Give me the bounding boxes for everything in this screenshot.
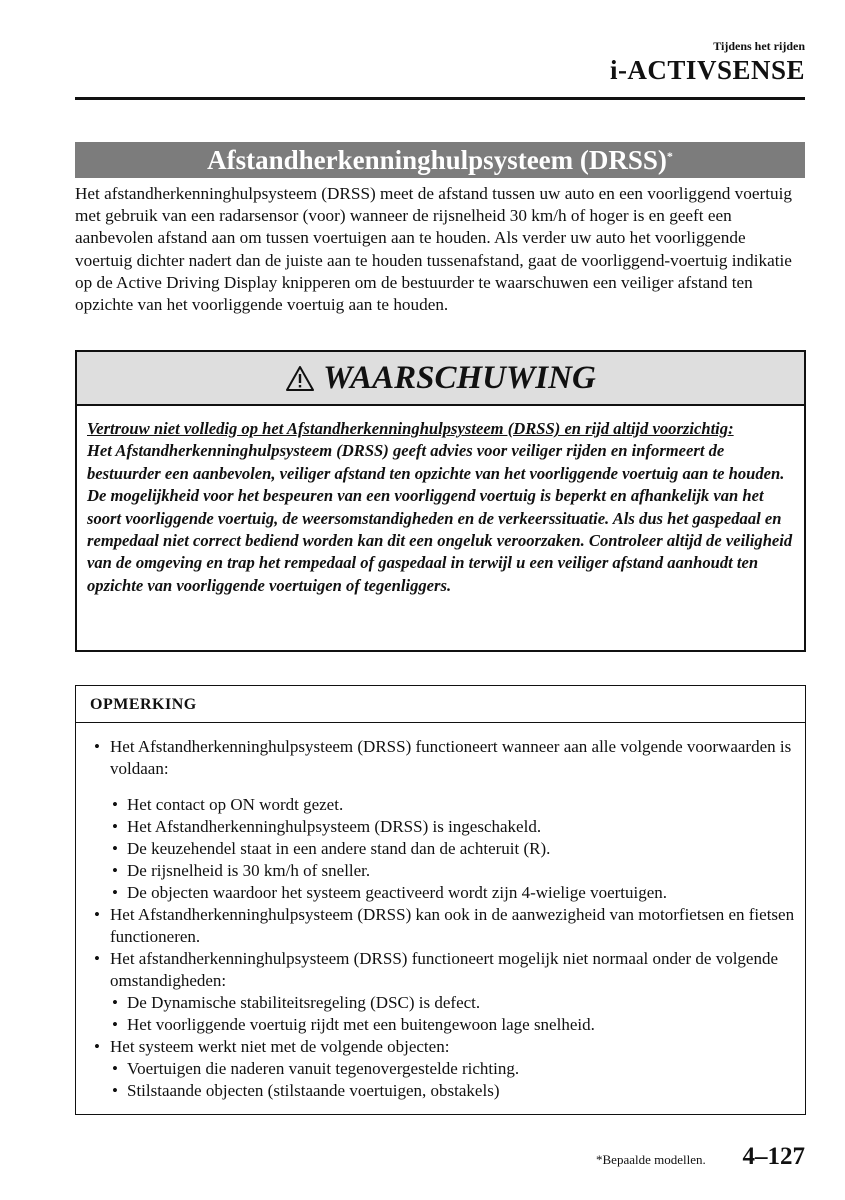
note-item-text: Het afstandherkenninghulpsysteem (DRSS) functioneert mogelijk niet normaal onder de volgende omstandigheden: [110, 949, 779, 990]
chapter-title: Tijdens het rijden [713, 39, 805, 53]
note-subitem-text: Het voorliggende voertuig rijdt met een buitengewoon lage snelheid. [127, 1015, 595, 1034]
note-item [90, 736, 795, 904]
page-header [610, 38, 805, 86]
topic-heading-marker: * [666, 149, 673, 163]
bullet: • [94, 737, 100, 756]
note-subitem [110, 1014, 795, 1036]
bullet: • [112, 1081, 118, 1100]
note-item [90, 1036, 795, 1102]
section-title: i-ACTIVSENSE [609, 55, 805, 85]
warning-header [77, 352, 804, 406]
note-item-text: Het systeem werkt niet met de volgende objecten: [110, 1037, 450, 1056]
note-subitem [110, 838, 795, 860]
warning-lead: Vertrouw niet volledig op het Afstandherkenninghulpsysteem (DRSS) en rijd altijd voorzichtig: [87, 419, 734, 438]
note-item-text: Het Afstandherkenninghulpsysteem (DRSS) kan ook in de aanwezigheid van motorfietsen en fietsen functioneren. [110, 905, 795, 946]
note-subitem [110, 794, 795, 816]
warning-box [75, 350, 806, 652]
note-item [90, 904, 795, 948]
intro-paragraph: Het afstandherkenninghulpsysteem (DRSS) meet de afstand tussen uw auto en een voorliggend voertuig met gebruik van een radarsensor (voor) wanneer de rijsnelheid 30 km/h of hoger is en geeft een aanbevolen afstand aan om tussen voertuigen aan te houden. Als verder uw auto het voorliggende voertuig dichter nadert dan de juiste aan te houden tussenafstand, gaat de voorliggend-voertuig indikatie op de Active Driving Display knipperen om de bestuurder te waarschuwen een veiliger afstand ten opzichte van het voorliggende voertuig aan te houden. [75, 184, 792, 315]
page-number: 4–127 [742, 1143, 805, 1170]
bullet: • [94, 1037, 100, 1056]
note-sublist [110, 794, 795, 904]
note-item-text: Het Afstandherkenninghulpsysteem (DRSS) functioneert wanneer aan alle volgende voorwaarden is voldaan: [110, 737, 792, 778]
warning-body [77, 406, 804, 597]
note-box [75, 685, 806, 1115]
bullet: • [112, 1059, 118, 1078]
note-subitem-text: De Dynamische stabiliteitsregeling (DSC) is defect. [127, 993, 481, 1012]
note-subitem [110, 1080, 795, 1102]
bullet: • [112, 861, 118, 880]
note-subitem-text: De rijsnelheid is 30 km/h of sneller. [127, 861, 371, 880]
bullet: • [112, 795, 118, 814]
note-subitem [110, 816, 795, 838]
note-subitem-text: De objecten waardoor het systeem geactiveerd wordt zijn 4-wielige voertuigen. [127, 883, 668, 902]
note-subitem-text: De keuzehendel staat in een andere stand dan de achteruit (R). [127, 839, 551, 858]
bullet: • [112, 883, 118, 902]
note-sublist [110, 992, 795, 1036]
bullet: • [94, 905, 100, 924]
warning-triangle-icon [285, 365, 315, 392]
bullet: • [112, 817, 118, 836]
footnote: *Bepaalde modellen. [596, 1152, 706, 1167]
note-body [90, 736, 795, 1102]
note-subitem [110, 882, 795, 904]
note-subitem-text: Het Afstandherkenninghulpsysteem (DRSS) is ingeschakeld. [127, 817, 542, 836]
topic-heading [75, 142, 805, 178]
note-subitem-text: Het contact op ON wordt gezet. [127, 795, 344, 814]
note-subitem-text: Stilstaande objecten (stilstaande voertuigen, obstakels) [127, 1081, 500, 1100]
warning-title: WAARSCHUWING [323, 360, 596, 396]
header-divider [75, 97, 805, 100]
warning-text: Het Afstandherkenninghulpsysteem (DRSS) geeft advies voor veiliger rijden en informeert de bestuurder een aanbevolen, veiliger afstand ten opzichte van het voorliggende voertuig aan te houden. De mogelijkheid voor het bespeuren van een voorliggend voertuig is beperkt en afhankelijk van het soort voorliggende voertuig, de weersomstandigheden en de verkeerssituatie. Als dus het gaspedaal en rempedaal niet correct bediend worden kan dit een ongeluk veroorzaken. Controleer altijd de veiligheid van de omgeving en trap het rempedaal of gaspedaal in terwijl u een veiliger afstand aanhoudt ten opzichte van voorliggende voertuigen of tegenliggers. [87, 441, 793, 595]
note-header: OPMERKING [76, 686, 805, 723]
note-subitem [110, 860, 795, 882]
note-subitem-text: Voertuigen die naderen vanuit tegenovergestelde richting. [127, 1059, 520, 1078]
note-list [90, 736, 795, 1102]
bullet: • [112, 1015, 118, 1034]
bullet: • [112, 839, 118, 858]
bullet: • [112, 993, 118, 1012]
topic-heading-text: Afstandherkenninghulpsysteem (DRSS) [207, 145, 667, 175]
note-sublist [110, 1058, 795, 1102]
note-subitem [110, 1058, 795, 1080]
bullet: • [94, 949, 100, 968]
note-item [90, 948, 795, 1036]
note-subitem [110, 992, 795, 1014]
